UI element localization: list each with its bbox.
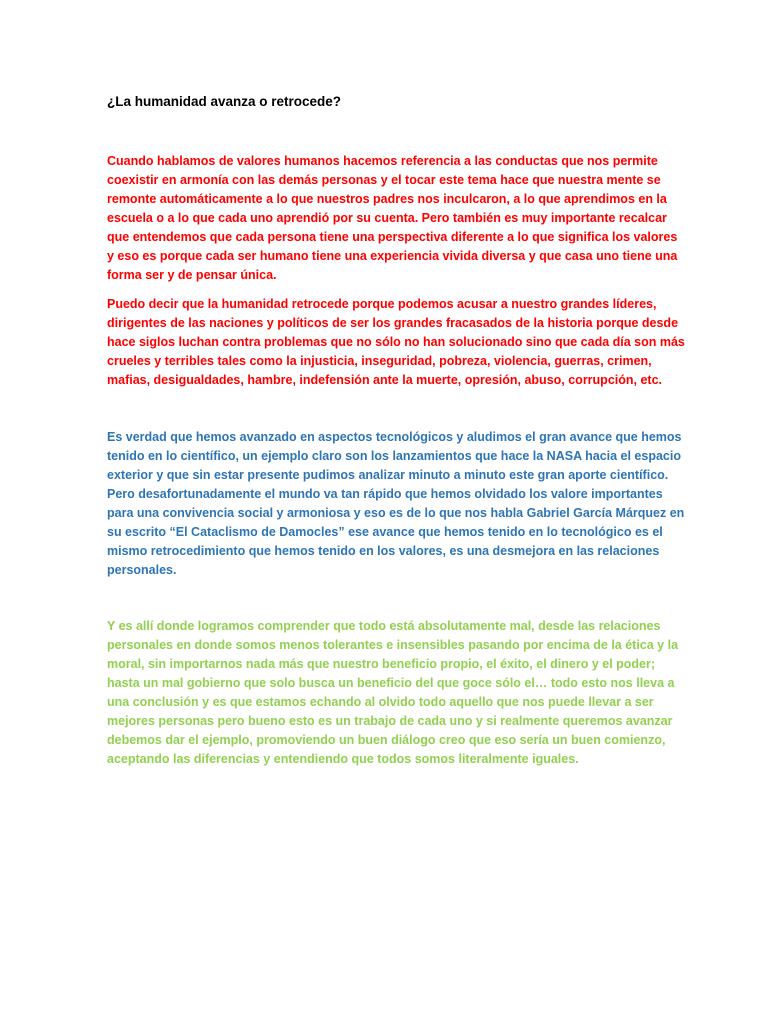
- paragraph-line: remonte automáticamente a lo que nuestros padres nos inculcaron, a lo que aprendimos en la: [107, 192, 667, 206]
- paragraph-intro: [107, 152, 678, 285]
- paragraph-line: escuela o a lo que cada uno aprendió por su cuenta. Pero también es muy importante recalcar: [107, 211, 667, 225]
- paragraph-line: Pero desafortunadamente el mundo va tan rápido que hemos olvidado los valore importantes: [107, 487, 663, 501]
- paragraph-line: personales en donde somos menos tolerantes e insensibles pasando por encima de la ética y la: [107, 638, 679, 652]
- paragraph-line: hasta un mal gobierno que solo busca un beneficio del que goce sólo el… todo esto nos lleva a: [107, 676, 675, 690]
- paragraph-line: mejores personas pero bueno esto es un trabajo de cada uno y si realmente queremos avanzar: [107, 714, 673, 728]
- paragraph-line: moral, sin importarnos nada más que nuestro beneficio propio, el éxito, el dinero y el poder;: [107, 657, 656, 671]
- paragraph-line: su escrito “El Cataclismo de Damocles” ese avance que hemos tenido en lo tecnológico es el: [107, 525, 663, 539]
- paragraph-line: personales.: [107, 563, 177, 577]
- paragraph-line: Cuando hablamos de valores humanos hacemos referencia a las conductas que nos permite: [107, 154, 658, 168]
- paragraph-line: exterior y que sin estar presente pudimos analizar minuto a minuto este gran aporte científico.: [107, 468, 669, 482]
- paragraph-line: debemos dar el ejemplo, promoviendo un buen diálogo creo que eso sería un buen comienzo,: [107, 733, 666, 747]
- paragraph-line: dirigentes de las naciones y políticos de ser los grandes fracasados de la historia porque desde: [107, 316, 679, 330]
- paragraph-avance-tecnologico: [107, 428, 685, 580]
- paragraph-line: Es verdad que hemos avanzado en aspectos tecnológicos y aludimos el gran avance que hemos: [107, 430, 682, 444]
- paragraph-line: mafias, desigualdades, hambre, indefensión ante la muerte, opresión, abuso, corrupción, etc.: [107, 373, 662, 387]
- paragraph-line: que entendemos que cada persona tiene una perspectiva diferente a lo que significa los valores: [107, 230, 678, 244]
- paragraph-line: crueles y terribles tales como la injusticia, inseguridad, pobreza, violencia, guerras, crimen,: [107, 354, 652, 368]
- paragraph-line: aceptando las diferencias y entendiendo que todos somos literalmente iguales.: [107, 752, 579, 766]
- paragraph-line: Y es allí donde logramos comprender que todo está absolutamente mal, desde las relaciones: [107, 619, 661, 633]
- paragraph-line: y eso es porque cada ser humano tiene una experiencia vivida diversa y que casa uno tiene una: [107, 249, 678, 263]
- paragraph-line: coexistir en armonía con las demás personas y el tocar este tema hace que nuestra mente se: [107, 173, 661, 187]
- paragraph-retrocede: [107, 295, 685, 390]
- paragraph-line: hace siglos luchan contra problemas que no sólo no han solucionado sino que cada día son más: [107, 335, 685, 349]
- paragraph-line: mismo retrocedimiento que hemos tenido en los valores, es una desmejora en las relaciones: [107, 544, 660, 558]
- paragraph-line: tenido en lo científico, un ejemplo claro son los lanzamientos que hace la NASA hacia el espacio: [107, 449, 681, 463]
- document-title: ¿La humanidad avanza o retrocede?: [107, 94, 342, 109]
- paragraph-line: Puedo decir que la humanidad retrocede porque podemos acusar a nuestro grandes líderes,: [107, 297, 657, 311]
- paragraph-conclusion: [107, 617, 679, 769]
- paragraph-line: forma ser y de pensar única.: [107, 268, 277, 282]
- paragraph-line: para una convivencia social y armoniosa y eso es de lo que nos habla Gabriel García Márquez en: [107, 506, 685, 520]
- paragraph-line: una conclusión y es que estamos echando al olvido todo aquello que nos puede llevar a ser: [107, 695, 654, 709]
